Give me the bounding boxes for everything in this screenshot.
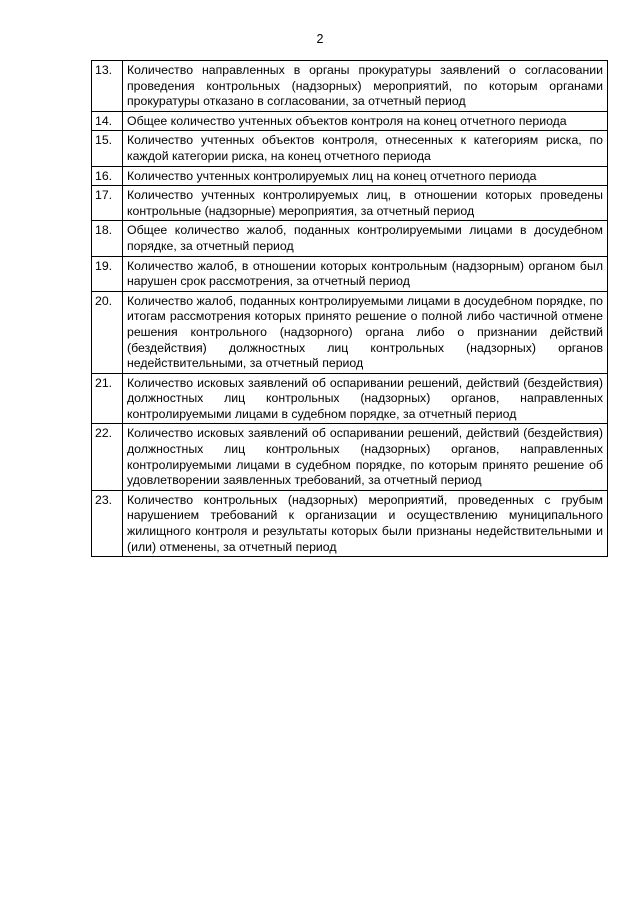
indicators-table [91, 60, 608, 557]
table-row [92, 424, 608, 490]
table-row [92, 131, 608, 166]
row-number: 22. [92, 424, 123, 490]
row-number: 18. [92, 221, 123, 256]
row-number: 21. [92, 373, 123, 424]
row-number: 14. [92, 111, 123, 131]
table-row [92, 166, 608, 186]
table-row [92, 221, 608, 256]
table-row [92, 490, 608, 556]
table-row [92, 111, 608, 131]
table-row [92, 61, 608, 112]
row-number: 20. [92, 291, 123, 373]
row-text: Количество исковых заявлений об оспаривании решений, действий (бездействия) должностных лиц контрольных (надзорных) органов, направленных контролируемыми лицами в судебном порядке, по которым принято решение об удовлетворении заявленных требований, за отчетный период [123, 424, 608, 490]
row-number: 19. [92, 256, 123, 291]
indicators-table-body [92, 61, 608, 557]
row-text: Количество контрольных (надзорных) мероприятий, проведенных с грубым нарушением требований к организации и осуществлению муниципального жилищного контроля и результаты которых были признаны недействительными и (или) отменены, за отчетный период [123, 490, 608, 556]
table-row [92, 373, 608, 424]
row-text: Общее количество учтенных объектов контроля на конец отчетного периода [123, 111, 608, 131]
page-number: 2 [316, 32, 324, 46]
row-number: 17. [92, 186, 123, 221]
row-number: 15. [92, 131, 123, 166]
row-text: Количество учтенных контролируемых лиц, в отношении которых проведены контрольные (надзорные) мероприятия, за отчетный период [123, 186, 608, 221]
row-text: Количество направленных в органы прокуратуры заявлений о согласовании проведения контрольных (надзорных) мероприятий, по которым органами прокуратуры отказано в согласовании, за отчетный период [123, 61, 608, 112]
row-text: Количество учтенных контролируемых лиц на конец отчетного периода [123, 166, 608, 186]
row-text: Количество исковых заявлений об оспаривании решений, действий (бездействия) должностных лиц контрольных (надзорных) органов, направленных контролируемыми лицами в судебном порядке, за отчетный период [123, 373, 608, 424]
row-text: Общее количество жалоб, поданных контролируемыми лицами в досудебном порядке, за отчетный период [123, 221, 608, 256]
row-number: 23. [92, 490, 123, 556]
table-row [92, 256, 608, 291]
row-text: Количество учтенных объектов контроля, отнесенных к категориям риска, по каждой категории риска, на конец отчетного периода [123, 131, 608, 166]
table-row [92, 291, 608, 373]
row-number: 16. [92, 166, 123, 186]
row-text: Количество жалоб, в отношении которых контрольным (надзорным) органом был нарушен срок рассмотрения, за отчетный период [123, 256, 608, 291]
row-text: Количество жалоб, поданных контролируемыми лицами в досудебном порядке, по итогам рассмотрения которых принято решение о полной либо частичной отмене решения контрольного (надзорного) органа либо о признании действий (бездействия) должностных лиц контрольных (надзорных) органов недействительными, за отчетный период [123, 291, 608, 373]
row-number: 13. [92, 61, 123, 112]
table-row [92, 186, 608, 221]
